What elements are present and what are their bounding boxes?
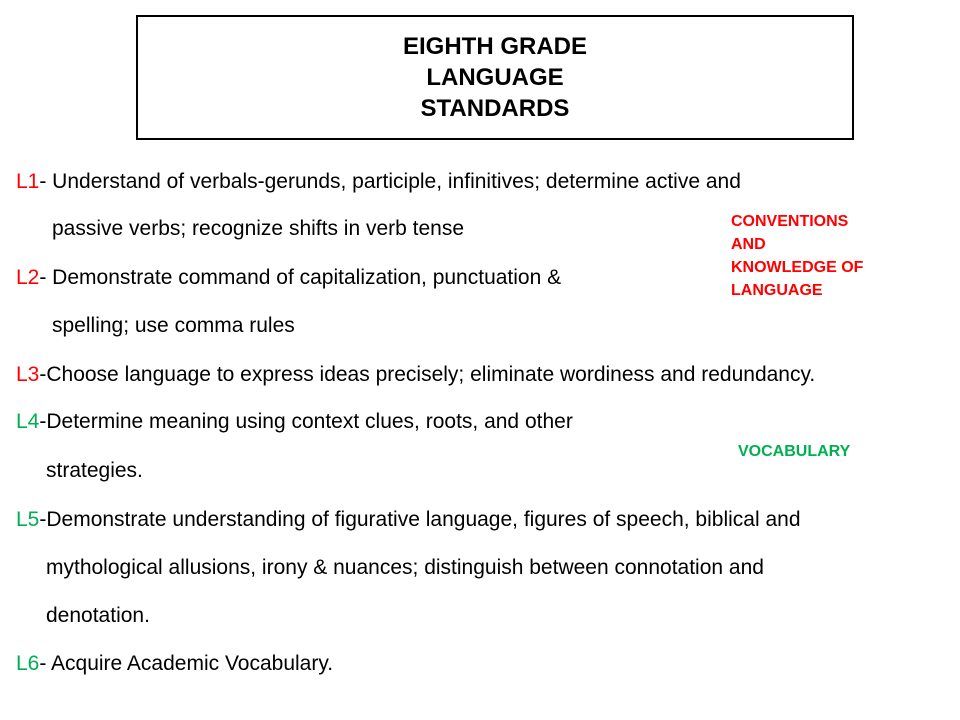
standard-l5-line-1: [16, 506, 801, 534]
standard-l3-text-1: -Choose language to express ideas precisely; eliminate wordiness and redundancy.: [39, 363, 816, 386]
standard-l6-line-1: [16, 650, 333, 678]
standard-l1-line-1: [16, 168, 741, 196]
standard-code-l1: L1: [16, 170, 40, 193]
standard-l2-line-2: spelling; use comma rules: [52, 314, 295, 337]
standard-l5-line-3: denotation.: [46, 604, 150, 627]
standard-code-l3: L3: [16, 363, 40, 386]
standard-l2-text-1: - Demonstrate command of capitalization, punctuation &: [39, 266, 562, 289]
standard-l4-line-1: [16, 408, 573, 436]
conventions-label-line-2: AND: [731, 236, 766, 253]
standard-code-l4: L4: [16, 410, 40, 433]
standard-code-l5: L5: [16, 508, 40, 531]
title-line-3: STANDARDS: [420, 95, 570, 122]
conventions-label-line-4: LANGUAGE: [731, 282, 823, 299]
standard-l5-line-2: mythological allusions, irony & nuances; distinguish between connotation and: [46, 556, 764, 579]
standard-l1-line-2: passive verbs; recognize shifts in verb tense: [52, 217, 465, 240]
title-box: [136, 15, 854, 140]
conventions-label: [731, 210, 863, 302]
standard-l2-line-1: [16, 264, 561, 292]
standard-l4-text-1: -Determine meaning using context clues, roots, and other: [39, 410, 573, 433]
conventions-label-line-1: CONVENTIONS: [731, 213, 849, 230]
title-line-2: LANGUAGE: [426, 64, 564, 91]
conventions-label-line-3: KNOWLEDGE OF: [731, 259, 864, 276]
standard-l3-line-1: [16, 361, 815, 389]
standard-l5-text-1: -Demonstrate understanding of figurative language, figures of speech, biblical and: [39, 508, 801, 531]
standard-l6-text-1: - Acquire Academic Vocabulary.: [39, 652, 334, 675]
standard-l1-text-1: - Understand of verbals-gerunds, participle, infinitives; determine active and: [39, 170, 741, 193]
standard-code-l6: L6: [16, 652, 40, 675]
title-line-1: EIGHTH GRADE: [402, 33, 587, 60]
standard-l4-line-2: strategies.: [46, 459, 143, 482]
vocabulary-label: VOCABULARY: [738, 443, 851, 460]
standard-code-l2: L2: [16, 266, 40, 289]
